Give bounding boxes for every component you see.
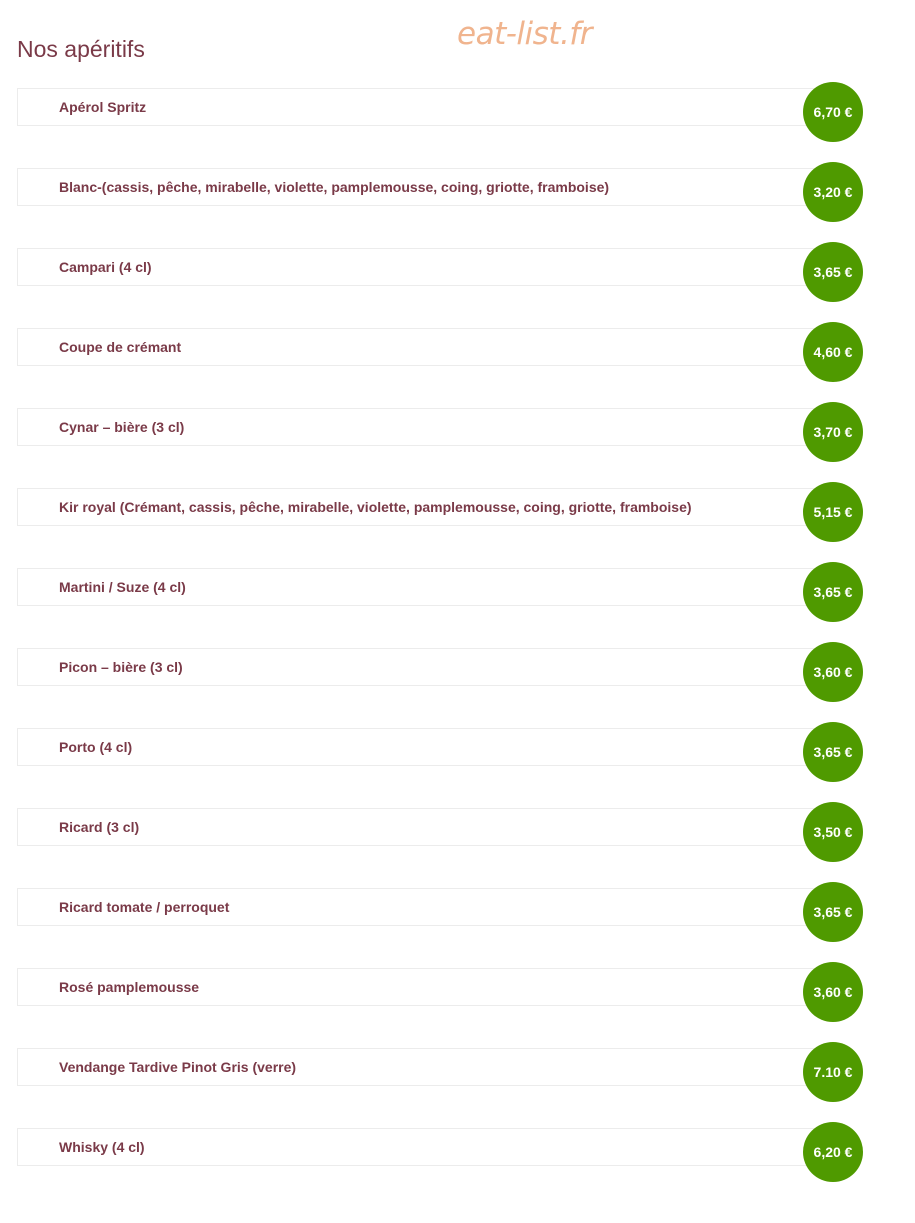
price-badge: 3,65 € <box>803 882 863 942</box>
menu-item-name: Vendange Tardive Pinot Gris (verre) <box>59 1059 297 1075</box>
menu-item-name: Porto (4 cl) <box>59 739 133 755</box>
menu-item-name: Martini / Suze (4 cl) <box>59 579 186 595</box>
menu-item <box>17 808 863 868</box>
price-badge: 7.10 € <box>803 1042 863 1102</box>
menu-item-name: Kir royal (Crémant, cassis, pêche, mirabelle, violette, pamplemousse, coing, griotte, framboise) <box>59 499 692 515</box>
menu-item-name: Cynar – bière (3 cl) <box>59 419 185 435</box>
page-title: Nos apéritifs <box>17 36 145 62</box>
menu-item-name: Rosé pamplemousse <box>59 979 200 995</box>
watermark-logo: eat-list.fr <box>457 16 592 52</box>
menu-item <box>17 488 863 548</box>
price-badge: 6,70 € <box>803 82 863 142</box>
menu-item <box>17 888 863 948</box>
menu-item <box>17 88 863 148</box>
menu-item <box>17 1048 863 1108</box>
price-badge: 3,65 € <box>803 242 863 302</box>
menu-item-name: Campari (4 cl) <box>59 259 152 275</box>
menu-item <box>17 328 863 388</box>
menu-item <box>17 1128 863 1188</box>
price-badge: 3,60 € <box>803 642 863 702</box>
menu-item-name: Apérol Spritz <box>59 99 147 115</box>
price-badge: 4,60 € <box>803 322 863 382</box>
menu-item-name: Blanc-(cassis, pêche, mirabelle, violette, pamplemousse, coing, griotte, framboise) <box>59 179 610 195</box>
price-badge: 3,60 € <box>803 962 863 1022</box>
menu-item <box>17 408 863 468</box>
price-badge: 3,65 € <box>803 722 863 782</box>
menu-item-name: Ricard (3 cl) <box>59 819 140 835</box>
menu-item <box>17 248 863 308</box>
menu-item-name: Picon – bière (3 cl) <box>59 659 183 675</box>
menu-item <box>17 648 863 708</box>
price-badge: 3,50 € <box>803 802 863 862</box>
menu-item-name: Whisky (4 cl) <box>59 1139 145 1155</box>
price-badge: 5,15 € <box>803 482 863 542</box>
price-badge: 3,70 € <box>803 402 863 462</box>
price-badge: 3,20 € <box>803 162 863 222</box>
menu-item <box>17 568 863 628</box>
menu-item-name: Coupe de crémant <box>59 339 182 355</box>
menu-item-box <box>17 728 822 766</box>
menu-item <box>17 168 863 228</box>
price-badge: 6,20 € <box>803 1122 863 1182</box>
menu-item <box>17 968 863 1028</box>
price-badge: 3,65 € <box>803 562 863 622</box>
menu-item-name: Ricard tomate / perroquet <box>59 899 230 915</box>
menu-item <box>17 728 863 788</box>
